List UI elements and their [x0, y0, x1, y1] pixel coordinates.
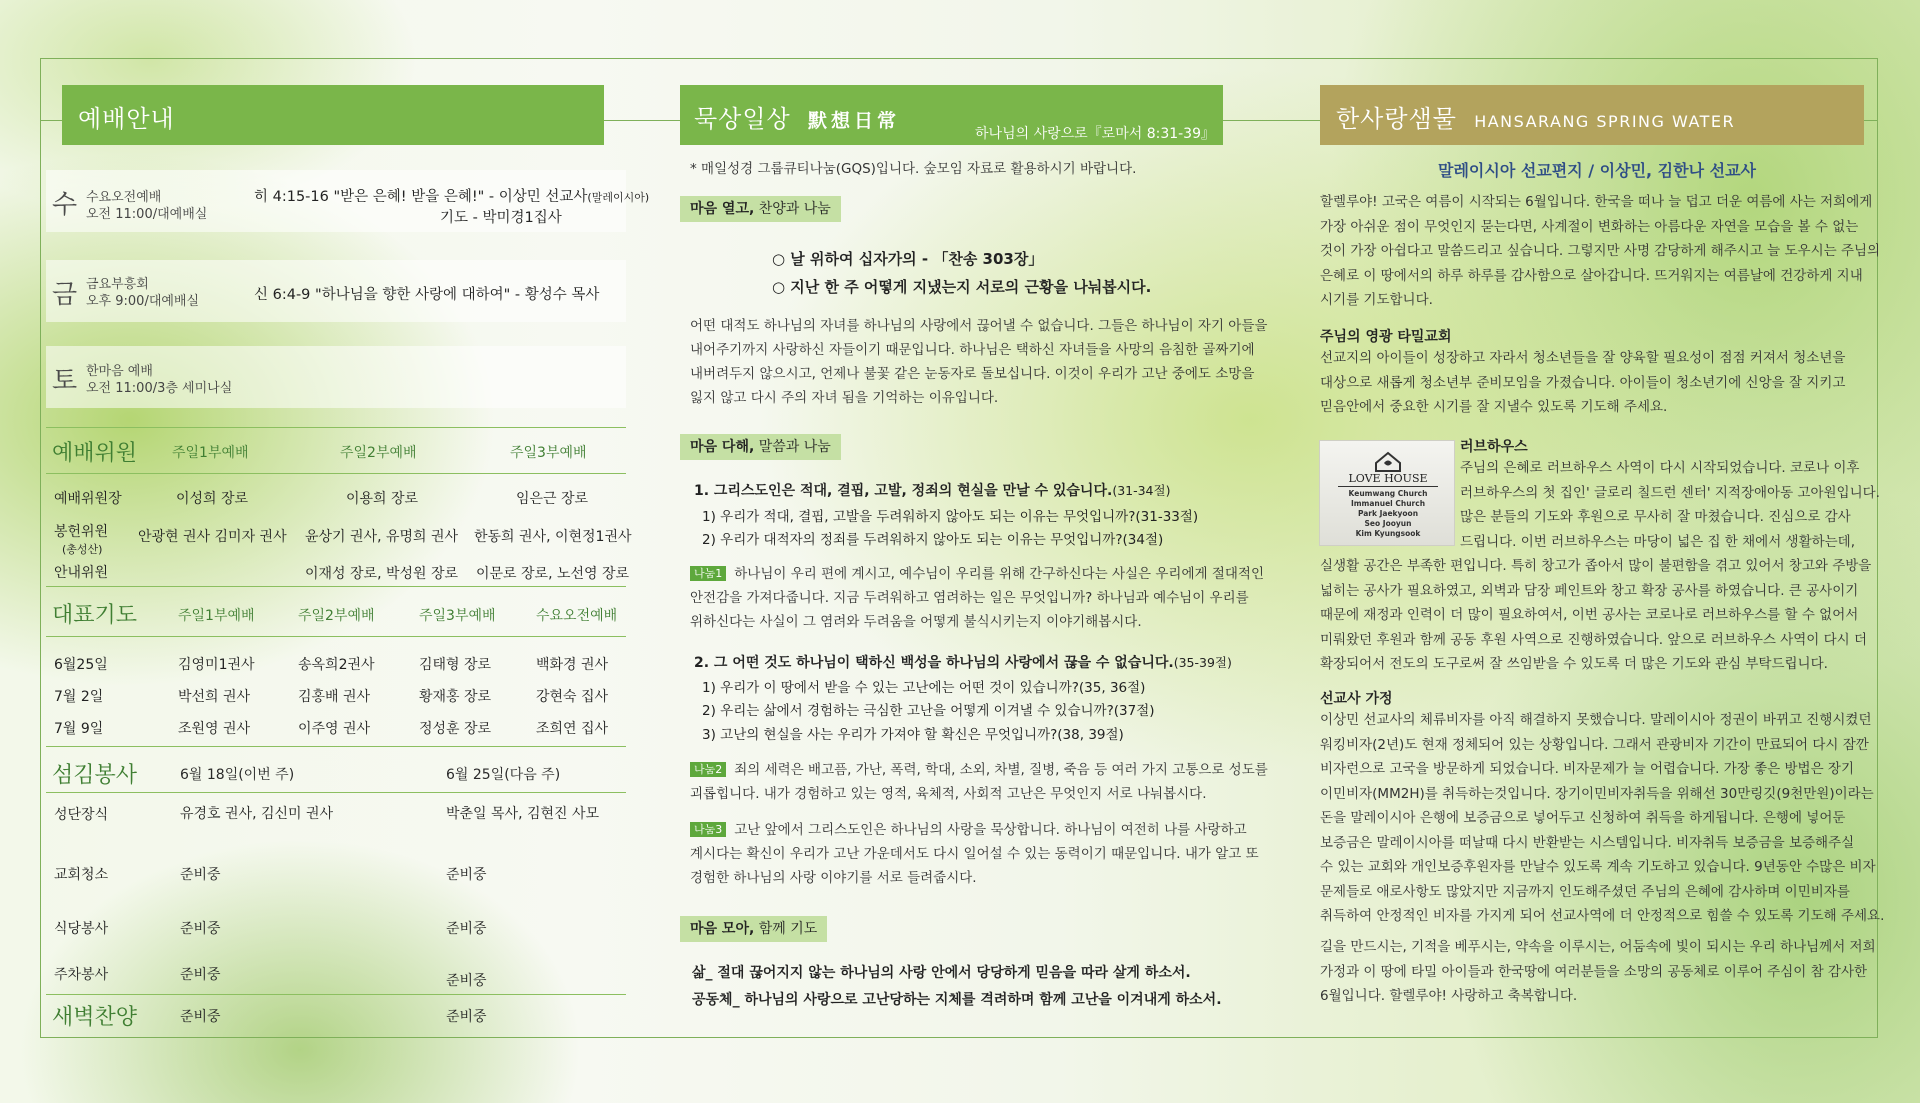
- sharing-line: ○ 지난 한 주 어떻게 지냈는지 서로의 근황을 나눠봅시다.: [772, 278, 1152, 296]
- prayer-cell: 정성훈 장로: [419, 721, 492, 737]
- prayer-cell: 김영미1권사: [178, 657, 255, 673]
- section-pray: [680, 916, 827, 942]
- service-sermon-text: 히 4:15-16 "받은 은혜! 받을 은혜!" - 이상민 선교사: [254, 189, 588, 205]
- prayer-cell: 백화경 권사: [536, 657, 609, 673]
- para-line: 죄의 세력은 배고픔, 가난, 폭력, 학대, 소외, 차별, 질병, 죽음 등 여러 가지 고통으로 성도를: [734, 762, 1268, 778]
- logo-line: Park Jaekyoon: [1357, 509, 1419, 518]
- committee-label-sub: (총성산): [62, 543, 103, 556]
- service-day: 금: [52, 280, 78, 310]
- para-line: 실생활 공간은 부족한 편입니다. 특히 창고가 좁아서 많이 불편함을 겪고 있어서 창고와 주방을: [1320, 558, 1872, 574]
- para-line: 길을 만드시는, 기적을 베푸시는, 약속을 이루시는, 어둠속에 빛이 되시는 우리 하나님께서 저희: [1320, 939, 1876, 955]
- question-2c: 3) 고난의 현실을 사는 우리가 가져야 할 확신은 무엇입니까?(38, 39절): [702, 727, 1124, 743]
- hymn-line: ○ 날 위하여 십자가의 - 「찬송 303장」: [772, 250, 1044, 268]
- logo-line: Immanuel Church: [1350, 499, 1426, 508]
- love-house-logo: [1319, 440, 1455, 546]
- service-sermon: 신 6:4-9 "하나님을 향한 사랑에 대하여" - 황성수 목사: [254, 287, 600, 303]
- committee-cell: 이문로 장로, 노선영 장로: [476, 566, 630, 582]
- dawn-cell: 준비중: [446, 1009, 487, 1025]
- section-word-rest: 말씀과 나눔: [754, 439, 831, 455]
- letter-heading: 선교사 가정: [1320, 691, 1393, 707]
- service-time: 오후 9:00/대예배실: [86, 294, 200, 309]
- logo-names: [1320, 489, 1456, 539]
- serving-title: 섬김봉사: [52, 763, 138, 788]
- para-line: 괴롭힙니다. 내가 경험하고 있는 영적, 육체적, 사회적 고난은 무엇인지 서로 나눠봅시다.: [690, 786, 1207, 802]
- middle-header-korean: 묵상일상: [694, 105, 791, 133]
- sharing-badge: 나눔1: [690, 566, 726, 581]
- committee-cell: 임은근 장로: [516, 491, 589, 507]
- service-sermon: [254, 185, 649, 206]
- prayer-cell: 송옥희2권사: [298, 657, 375, 673]
- middle-header-title: [694, 99, 900, 134]
- para-line: 할렐루야! 고국은 여름이 시작되는 6월입니다. 한국을 떠나 늘 덥고 더운 여름에 사는 저희에게: [1320, 194, 1873, 210]
- sharing-2: [690, 758, 1268, 806]
- serving-cell: 준비중: [180, 867, 221, 883]
- service-time: 오전 11:00/대예배실: [86, 207, 208, 222]
- para-line: 확장되어서 전도의 도구로써 잘 쓰임받을 수 있도록 더 많은 기도와 관심 부탁드립니다.: [1320, 656, 1828, 672]
- para-line: 경험한 하나님의 사랑 이야기를 서로 들려줍시다.: [690, 870, 977, 886]
- para-line: 미뤄왔던 후원과 함께 공동 후원 사역으로 진행하였습니다. 앞으로 러브하우스 사역이 다시 더: [1320, 631, 1868, 648]
- right-header: [1320, 85, 1864, 145]
- para-line: 수 있는 교회와 개인보증후원자를 만날수 있도록 계속 기도하고 있습니다. 9년동안 수많은 비자: [1320, 859, 1876, 875]
- prayer-col: 주일1부예배: [178, 608, 255, 624]
- para-line: 넓히는 공사가 필요하였고, 외벽과 담장 페인트와 창고 확장 공사를 하였습니다. 큰 공사이기: [1320, 582, 1859, 599]
- service-day: 토: [52, 366, 78, 396]
- serving-col: 6월 25일(다음 주): [446, 767, 561, 783]
- para-line: 하나님이 우리 편에 계시고, 예수님이 우리를 위해 간구하신다는 사실은 우리에게 절대적인: [734, 566, 1264, 582]
- serving-label: 식당봉사: [54, 921, 109, 937]
- committee-cell: 안광현 권사 김미자 권사: [138, 529, 287, 545]
- para-line: 보증금은 말레이시아를 떠날때 다시 반환받는 시스템입니다. 비자취득 보증금을 보증해주실: [1320, 834, 1855, 851]
- divider: [46, 427, 626, 428]
- serving-cell: 준비중: [180, 921, 221, 937]
- service-name: 수요오전예배: [86, 190, 162, 205]
- divider: [46, 473, 626, 474]
- letter-para3b: [1320, 554, 1871, 677]
- question-1-ref: (31-34절): [1112, 483, 1171, 498]
- committee-label: 봉헌위원: [54, 524, 109, 540]
- committee-label: 예배위원장: [54, 491, 122, 507]
- prayer-cell: 조희연 집사: [536, 721, 609, 737]
- para-line: 가장 아쉬운 점이 무엇인지 묻는다면, 사계절이 변화하는 아름다운 자연을 모습을 볼 수 없는: [1320, 218, 1859, 235]
- para-line: 이민비자(MM2H)를 취득하는것입니다. 장기이민비자취득을 위해선 30만링깃(9천만원)이라는: [1320, 785, 1874, 802]
- middle-para1: [690, 314, 1267, 410]
- sharing-3: [690, 818, 1259, 890]
- serving-label: 주차봉사: [54, 967, 109, 983]
- para-line: 내어주기까지 사랑하신 자들이기 때문입니다. 하나님은 택하신 자녀들을 사망의 음침한 골짜기에: [690, 342, 1255, 358]
- question-2: [694, 652, 1232, 672]
- letter-heading: 주님의 영광 타밀교회: [1320, 329, 1452, 345]
- para-line: 취득하여 안정적인 비자를 가지게 되어 선교사역에 더 안정적으로 힘쓸 수 있도록 기도해 주세요.: [1320, 908, 1885, 924]
- prayer-col: 주일3부예배: [419, 608, 496, 624]
- divider: [46, 746, 626, 747]
- section-open-rest: 찬양과 나눔: [754, 201, 831, 217]
- section-word-bold: 마음 다해,: [690, 439, 755, 455]
- dawn-title: 새벽찬양: [52, 1005, 138, 1030]
- para-line: 문제들로 애로사항도 많았지만 지금까지 인도해주셨던 주님의 은혜에 감사하며 이민비자를: [1320, 883, 1850, 900]
- question-1: [694, 480, 1170, 500]
- question-2a: 1) 우리가 이 땅에서 받을 수 있는 고난에는 어떤 것이 있습니까?(35, 36절): [702, 680, 1146, 696]
- divider: [46, 994, 626, 995]
- middle-header: [680, 85, 1223, 145]
- committee-col: 주일3부예배: [510, 445, 587, 461]
- letter-title: 말레이시아 선교편지 / 이상민, 김한나 선교사: [1438, 161, 1756, 180]
- prayer-cell: 이주영 권사: [298, 721, 371, 737]
- service-name: 한마음 예배: [86, 364, 153, 379]
- logo-line: Keumwang Church: [1348, 489, 1428, 498]
- question-1-text: 1. 그리스도인은 적대, 결핍, 고발, 정죄의 현실을 만날 수 있습니다.: [694, 483, 1113, 499]
- prayer-cell: 김태형 장로: [419, 657, 492, 673]
- letter-para5: [1320, 935, 1876, 1009]
- right-header-korean: 한사랑샘물: [1336, 105, 1457, 133]
- sharing-badge: 나눔2: [690, 762, 726, 777]
- committee-col: 주일2부예배: [340, 445, 417, 461]
- committee-cell: 이용희 장로: [346, 491, 419, 507]
- service-time: 오전 11:00/3층 세미나실: [86, 381, 233, 396]
- para-line: 주님의 은혜로 러브하우스 사역이 다시 시작되었습니다. 코로나 이후: [1460, 460, 1860, 476]
- serving-cell: 준비중: [180, 967, 221, 983]
- middle-header-subtitle: 하나님의 사랑으로『로마서 8:31-39』: [975, 126, 1215, 142]
- committee-label: 안내위원: [54, 565, 109, 581]
- committee-cell: 한동희 권사, 이현정1권사: [474, 529, 632, 545]
- section-pray-rest: 함께 기도: [754, 921, 818, 937]
- right-header-title: [1336, 99, 1735, 134]
- divider: [46, 792, 626, 793]
- para-line: 워킹비자(2년)도 현재 정체되어 있는 상황입니다. 그래서 관광비자 기간이 만료되어 다시 잠깐: [1320, 736, 1869, 753]
- sharing-badge: 나눔3: [690, 822, 726, 837]
- committee-cell: 윤상기 권사, 유명희 권사: [305, 529, 459, 545]
- question-2b: 2) 우리는 삶에서 경험하는 극심한 고난을 어떻게 이겨낼 수 있습니까?(37절): [702, 703, 1155, 719]
- committee-cell: 이성희 장로: [176, 491, 249, 507]
- prayer-date: 7월 9일: [54, 721, 104, 737]
- committee-col: 주일1부예배: [172, 445, 249, 461]
- para-line: 러브하우스의 첫 집인' 글로리 칠드런 센터' 지적장애아동 고아원입니다.: [1460, 484, 1880, 501]
- question-2-text: 2. 그 어떤 것도 하나님이 택하신 백성을 하나님의 사랑에서 끊을 수 없습니다.: [694, 655, 1174, 671]
- logo-brand: LOVE HOUSE: [1348, 472, 1428, 485]
- prayer-cell: 황재홍 장로: [419, 689, 492, 705]
- logo-rule: [1338, 486, 1438, 487]
- para-line: 비자런으로 고국을 방문하게 되었습니다. 비자문제가 늘 어렵습니다. 가장 좋은 방법은 장기: [1320, 761, 1855, 777]
- section-open: [680, 196, 841, 222]
- section-word: [680, 434, 841, 460]
- prayer-date: 7월 2일: [54, 689, 104, 705]
- logo-line: Kim Kyungsook: [1355, 529, 1421, 538]
- para-line: 이상민 선교사의 체류비자를 아직 해결하지 못했습니다. 말레이시아 정권이 바뀌고 진행시켰던: [1320, 712, 1872, 728]
- right-header-english: HANSARANG SPRING WATER: [1474, 112, 1736, 131]
- committee-cell: 이재성 장로, 박성원 장로: [305, 566, 459, 582]
- para-line: 고난 앞에서 그리스도인은 하나님의 사랑을 묵상합니다. 하나님이 여전히 나를 사랑하고: [734, 822, 1247, 838]
- serving-label: 성단장식: [54, 807, 109, 823]
- logo-line: Seo Jooyun: [1364, 519, 1412, 528]
- para-line: 6월입니다. 할렐루야! 사랑하고 축복합니다.: [1320, 988, 1578, 1004]
- section-open-bold: 마음 열고,: [690, 201, 755, 217]
- letter-heading: 러브하우스: [1460, 439, 1528, 455]
- question-2-ref: (35-39절): [1173, 655, 1232, 670]
- prayer-cell: 강현숙 집사: [536, 689, 609, 705]
- serving-label: 교회청소: [54, 867, 109, 883]
- para-line: 계시다는 확신이 우리가 고난 가운데서도 다시 일어설 수 있는 동력이기 때문입니다. 내가 알고 또: [690, 846, 1259, 862]
- para-line: 은혜로 이 땅에서의 하루 하루를 감사함으로 살아갑니다. 뜨거워지는 여름날에 건강하게 지내: [1320, 267, 1863, 284]
- question-1b: 2) 우리가 대적자의 정죄를 두려워하지 않아도 되는 이유는 무엇입니까?(34절): [702, 532, 1164, 548]
- para-line: 선교지의 아이들이 성장하고 자라서 청소년들을 잘 양육할 필요성이 점점 커져서 청소년을: [1320, 350, 1846, 366]
- dawn-cell: 준비중: [180, 1009, 221, 1025]
- serving-col: 6월 18일(이번 주): [180, 767, 295, 783]
- serving-cell: 유경호 권사, 김신미 권사: [180, 806, 334, 822]
- question-1a: 1) 우리가 적대, 결핍, 고발을 두려워하지 않아도 되는 이유는 무엇입니까?(31-33절): [702, 509, 1199, 525]
- middle-header-hanja: 默想日常: [808, 110, 901, 132]
- letter-para3a: [1460, 456, 1880, 554]
- prayer-cell: 박선희 권사: [178, 689, 251, 705]
- prayer-cell: 조원영 권사: [178, 721, 251, 737]
- middle-intro: * 매일성경 그룹큐티나눔(GQS)입니다. 숲모임 자료로 활용하시기 바랍니다.: [690, 161, 1137, 177]
- sharing-1: [690, 562, 1264, 634]
- section-pray-bold: 마음 모아,: [690, 921, 755, 937]
- prayer-col: 수요오전예배: [536, 608, 618, 624]
- para-line: 때문에 재정과 인력이 더 많이 필요하여서, 이번 공사는 코로나로 러브하우스를 할 수 없어서: [1320, 607, 1859, 623]
- para-line: 대상으로 새롭게 청소년부 준비모임을 가졌습니다. 아이들이 청소년기에 신앙을 잘 지키고: [1320, 374, 1846, 391]
- para-line: 믿음안에서 중요한 시기를 잘 지낼수 있도록 기도해 주세요.: [1320, 399, 1668, 415]
- serving-cell: 준비중: [446, 973, 487, 989]
- prayer-cell: 김홍배 권사: [298, 689, 371, 705]
- serving-cell: 준비중: [446, 921, 487, 937]
- para-line: 어떤 대적도 하나님의 자녀를 하나님의 사랑에서 끊어낼 수 없습니다. 그들은 하나님이 자기 아들을: [690, 318, 1268, 334]
- para-line: 가정과 이 땅에 타밀 아이들과 한국땅에 여러분들을 소망의 공동체로 이루어 주심이 참 감사한: [1320, 963, 1868, 980]
- committee-title: 예배위원: [52, 441, 138, 466]
- serving-cell: 박춘일 목사, 김현진 사모: [446, 806, 600, 822]
- para-line: 드립니다. 이번 러브하우스는 마당이 넓은 집 한 채에서 생활하는데,: [1460, 533, 1856, 550]
- para-line: 내버려두지 않으시고, 언제나 불꽃 같은 눈동자로 돌보십니다. 이것이 우리가 고난 중에도 소망을: [690, 366, 1255, 382]
- divider: [46, 636, 626, 637]
- letter-para4: [1320, 708, 1884, 929]
- letter-para1: [1320, 190, 1880, 313]
- prayer-title: 대표기도: [52, 603, 138, 628]
- para-line: 많은 분들의 기도와 후원으로 무사히 잘 마쳤습니다. 진심으로 감사: [1460, 509, 1851, 525]
- para-line: 것이 가장 아쉽다고 말씀드리고 싶습니다. 그렇지만 사명 감당하게 해주시고 늘 도우시는 주님의: [1320, 243, 1881, 259]
- service-day: 수: [52, 190, 78, 220]
- para-line: 위하신다는 사실이 그 염려와 두려움을 어떻게 불식시키는지 이야기해봅시다.: [690, 614, 1142, 630]
- para-line: 잃지 않고 다시 주의 자녀 됨을 기억하는 이유입니다.: [690, 390, 999, 406]
- divider: [46, 586, 626, 587]
- left-header: [62, 85, 604, 145]
- letter-para2: [1320, 346, 1845, 420]
- prayer-date: 6월25일: [54, 657, 108, 673]
- service-prayer: 기도 - 박미경1집사: [440, 210, 562, 226]
- service-name: 금요부흥회: [86, 277, 149, 292]
- serving-cell: 준비중: [446, 867, 487, 883]
- service-sermon-note: (말레이시아): [587, 191, 650, 204]
- para-line: 시기를 기도합니다.: [1320, 292, 1433, 308]
- prayer-life: 삶_ 절대 끊어지지 않는 하나님의 사랑 안에서 당당하게 믿음을 따라 살게 하소서.: [692, 965, 1191, 981]
- prayer-col: 주일2부예배: [298, 608, 375, 624]
- para-line: 안전감을 가져다줍니다. 지금 두려워하고 염려하는 일은 무엇입니까? 하나님과 예수님이 우리를: [690, 590, 1249, 606]
- prayer-community: 공동체_ 하나님의 사랑으로 고난당하는 지체를 격려하며 함께 고난을 이겨내게 하소서.: [692, 992, 1222, 1008]
- para-line: 돈을 말레이시아 은행에 보증금으로 넣어두고 신청하여 취득을 하게됩니다. 은행에 넣어둔: [1320, 810, 1846, 826]
- left-header-title: 예배안내: [78, 105, 175, 133]
